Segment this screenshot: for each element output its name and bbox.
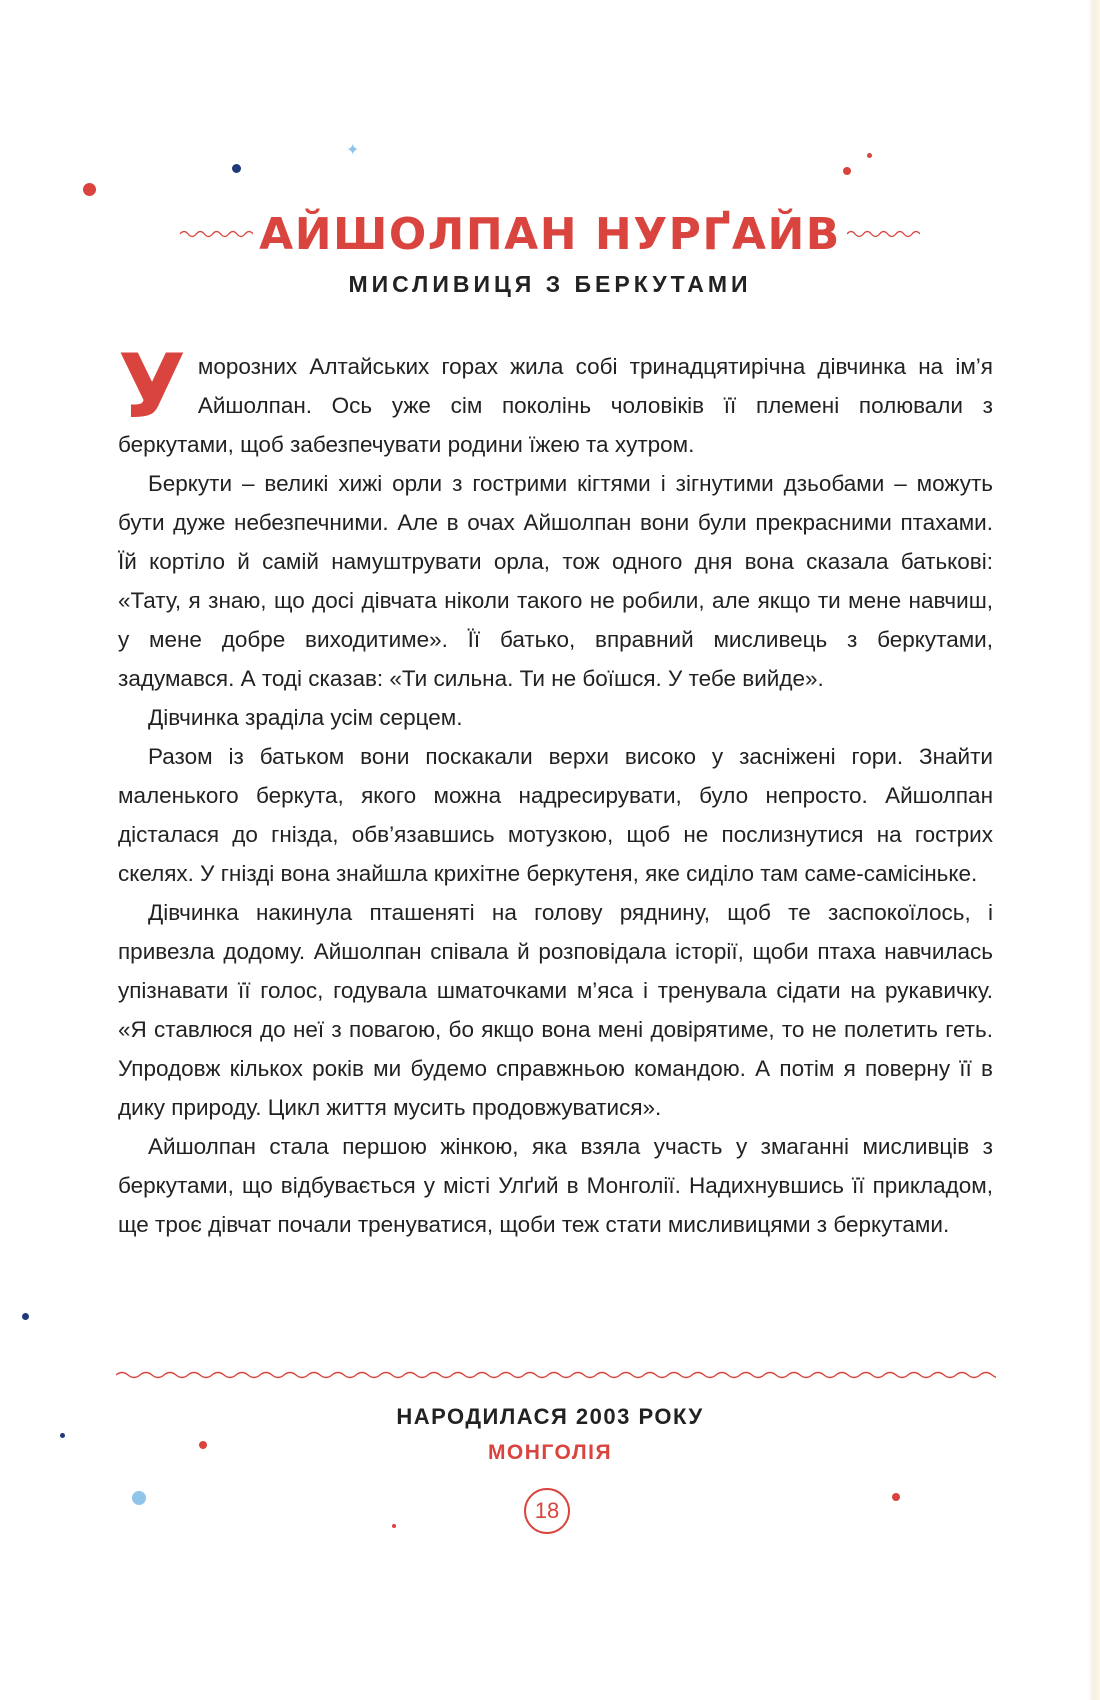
title-row [180,202,920,266]
left-squiggle-decoration [180,227,253,241]
confetti-dot [232,164,241,173]
confetti-dot [60,1433,65,1438]
paragraph: Разом із батьком вони поскакали верхи високо у засніжені гори. Знайти маленького беркута, якого можна надресирувати, було непросто. Айшолпан дісталася до гнізда, обв’язавшись мотузкою, щоб не послизнутися на гострих скелях. У гнізді вона знайшла крихітне беркутеня, яке сиділо там саме-самісіньке. [118,744,993,886]
confetti-dot [892,1493,900,1501]
birth-year: НАРОДИЛАСЯ 2003 РОКУ [396,1404,704,1429]
paragraph-text: морозних Алтайських горах жила собі тринадцятирічна дівчинка на ім’я Айшолпан. Ось уже сім поколінь чоловіків її племені полювали з беркутами, щоб забезпечувати родини їжею та хутром. [118,354,993,457]
country: МОНГОЛІЯ [487,1441,613,1464]
paragraph: Айшолпан стала першою жінкою, яка взяла участь у змаганні мисливців з беркутами, що відбувається у місті Улґий в Монголії. Надихнувшись її прикладом, ще троє дівчат почали тренуватися, щоби теж стати мисливицями з беркутами. [118,1134,993,1237]
star-icon: ✦ [346,140,360,159]
confetti-dot [22,1313,29,1320]
article-body [118,335,993,1244]
confetti-dot [392,1524,396,1528]
paragraph: Дівчинка накинула пташеняті на голову ряднину, щоб те заспокоїлось, і привезла додому. Айшолпан співала й розповідала історії, щоби птаха навчилась упізнавати її голос, годувала шматочками м’яса і тренувала сідати на рукавичку. «Я ставлюся до неї з повагою, бо якщо вона мені довірятиме, то не полетить геть. Упродовж кількох років ми будемо справжньою командою. А потім я поверну її в дику природу. Цикл життя мусить продовжуватися». [118,900,993,1120]
confetti-dot [867,153,872,158]
right-squiggle-decoration [847,227,920,241]
confetti-dot [843,167,851,175]
confetti-dot [83,183,96,196]
drop-cap: У [118,335,186,438]
page-title: АЙШОЛПАН НУРҐАЙВ [259,208,841,260]
page-number: 18 [524,1488,570,1534]
page-subtitle: МИСЛИВИЦЯ З БЕРКУТАМИ [348,271,752,297]
paragraph: Дівчинка зраділа усім серцем. [148,705,463,730]
paragraph [118,335,993,464]
wavy-divider [116,1369,996,1381]
confetti-dot [132,1491,146,1505]
paragraph: Беркути – великі хижі орли з гострими кігтями і зігнутими дзьобами – можуть бути дуже небезпечними. Але в очах Айшолпан вони були прекрасними птахами. Їй кортіло й самій намуштрувати орла, тож одного дня вона сказала батькові: «Тату, я знаю, що досі дівчата ніколи такого не робили, але якщо ти мене навчиш, у мене добре виходитиме». Її батько, вправний мисливець з беркутами, задумався. А тоді сказав: «Ти сильна. Ти не боїшся. У тебе вийде». [118,471,993,691]
